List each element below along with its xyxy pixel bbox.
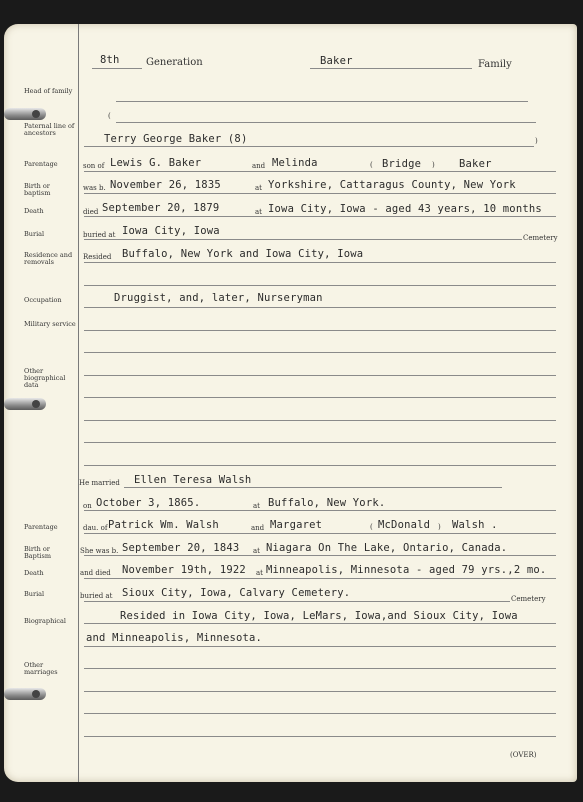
label-and-died: and died [80, 569, 111, 577]
label-death: Death [24, 207, 44, 215]
label-parentage-2: Parentage [24, 523, 58, 531]
family-value: Baker [320, 55, 353, 67]
label-buried-at-2: buried at [80, 592, 113, 600]
label-at: at [255, 184, 262, 192]
label-and: and [252, 162, 266, 170]
label-burial-2: Burial [24, 590, 45, 598]
occupation: Druggist, and, later, Nurseryman [114, 292, 323, 304]
label-birth: Birth or baptism [24, 182, 51, 197]
binder-ring-middle [4, 398, 46, 410]
death-place: Iowa City, Iowa - aged 43 years, 10 months [268, 203, 542, 215]
label-resided: Resided [83, 253, 112, 261]
mother-last-name: Baker [459, 158, 492, 170]
label-cemetery: Cemetery [523, 234, 558, 242]
generation-value: 8th [100, 54, 120, 66]
family-label: Family [478, 59, 512, 70]
spouse-name: Ellen Teresa Walsh [134, 474, 252, 486]
label-residence: Residence and removals [24, 251, 73, 266]
label-parentage: Parentage [24, 160, 58, 168]
label-biographical: Biographical [24, 617, 66, 625]
paren-close-3: ) [438, 523, 441, 531]
spouse-birth-date: September 20, 1843 [122, 542, 240, 554]
label-she-was-b: She was b. [80, 547, 119, 555]
paren-open-3: ( [370, 523, 373, 531]
marriage-place: Buffalo, New York. [268, 497, 386, 509]
paren-open-2: ( [370, 161, 373, 169]
genealogy-form-sheet [4, 24, 577, 782]
birth-place: Yorkshire, Cattaragus County, New York [268, 179, 516, 191]
spouse-mother-first-name: Margaret [270, 519, 323, 531]
label-on: on [83, 502, 92, 510]
label-at-3: at [253, 502, 260, 510]
mother-maiden-name: Bridge [382, 158, 422, 170]
burial-place: Iowa City, Iowa [122, 225, 220, 237]
label-other-bio: Other biographical data [24, 367, 66, 389]
label-and-2: and [251, 524, 265, 532]
spouse-mother-last-name: Walsh . [452, 519, 498, 531]
spouse-father-name: Patrick Wm. Walsh [108, 519, 219, 531]
over-note: (OVER) [510, 751, 537, 759]
label-buried-at: buried at [83, 231, 116, 239]
label-paternal-line: Paternal line of ancestors [24, 122, 75, 137]
spouse-mother-maiden-name: McDonald [378, 519, 431, 531]
father-name: Lewis G. Baker [110, 157, 202, 169]
bio-line-1: Resided in Iowa City, Iowa, LeMars, Iowa,and Sioux City, Iowa [120, 610, 518, 622]
spouse-death-date: November 19th, 1922 [122, 564, 246, 576]
margin-line [78, 24, 79, 782]
spouse-birth-place: Niagara On The Lake, Ontario, Canada. [266, 542, 508, 554]
label-dau-of: dau. of [83, 524, 108, 532]
person-name: Terry George Baker (8) [104, 133, 248, 145]
label-birth-2: Birth or Baptism [24, 545, 52, 560]
label-head-of-family: Head of family [24, 87, 73, 95]
label-death-2: Death [24, 569, 44, 577]
label-at-4: at [253, 547, 260, 555]
label-burial: Burial [24, 230, 45, 238]
label-son-of: son of [83, 162, 105, 170]
label-military: Military service [24, 320, 76, 328]
label-at-2: at [255, 208, 262, 216]
label-was-b: was b. [83, 184, 106, 192]
paren-close: ) [535, 137, 538, 145]
generation-label: Generation [146, 57, 203, 68]
bio-line-2: and Minneapolis, Minnesota. [86, 632, 263, 644]
label-cemetery-2: Cemetery [511, 595, 546, 603]
death-date: September 20, 1879 [102, 202, 220, 214]
binder-ring-bottom [4, 688, 46, 700]
paren-close-2: ) [432, 161, 435, 169]
spouse-death-place: Minneapolis, Minnesota - aged 79 yrs.,2 mo. [266, 564, 547, 576]
label-occupation: Occupation [24, 296, 62, 304]
label-died: died [83, 208, 99, 216]
residence: Buffalo, New York and Iowa City, Iowa [122, 248, 364, 260]
paren-open: ( [108, 112, 111, 120]
label-at-5: at [256, 569, 263, 577]
label-he-married: He married [79, 479, 120, 487]
marriage-date: October 3, 1865. [96, 497, 201, 509]
label-other-marriages: Other marriages [24, 661, 58, 676]
spouse-burial-place: Sioux City, Iowa, Calvary Cemetery. [122, 587, 351, 599]
birth-date: November 26, 1835 [110, 179, 221, 191]
binder-ring-top [4, 108, 46, 120]
mother-first-name: Melinda [272, 157, 318, 169]
